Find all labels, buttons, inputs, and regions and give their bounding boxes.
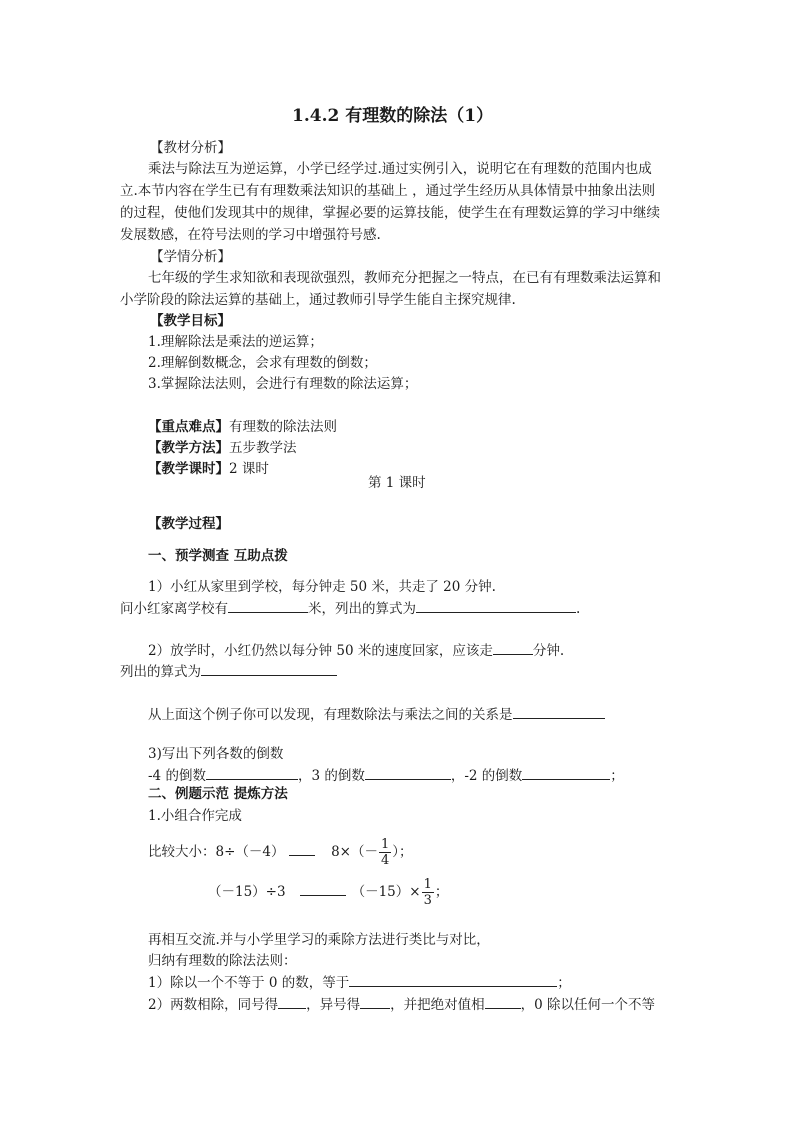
hours-text: 2 课时 bbox=[229, 461, 269, 477]
reciprocal-text-c: ，-2 的倒数 bbox=[450, 768, 523, 784]
reciprocal-text-b: ，3 的倒数 bbox=[297, 768, 365, 784]
question-2-text-c: 列出的算式为 bbox=[120, 664, 201, 680]
cooperation-line: 1.小组合作完成 bbox=[148, 808, 242, 824]
reciprocal-line bbox=[148, 765, 624, 786]
key-points-text: 有理数的除法法则 bbox=[229, 419, 337, 435]
hours-label: 【教学课时】 bbox=[148, 461, 229, 477]
question-2-text-b: 分钟. bbox=[532, 643, 565, 659]
question-1-blanks-line bbox=[120, 598, 580, 619]
rule-2-text-a: 2）两数相除，同号得 bbox=[148, 997, 279, 1013]
heading-teaching-goals: 【教学目标】 bbox=[150, 313, 231, 329]
reciprocal-blank-1[interactable] bbox=[206, 765, 298, 780]
minutes-answer-blank[interactable] bbox=[493, 640, 533, 655]
compare-1-end: ）； bbox=[392, 844, 413, 860]
hours-line bbox=[148, 459, 269, 479]
part2-title: 二、例题示范 提炼方法 bbox=[148, 786, 288, 802]
rule-1-end: ； bbox=[557, 975, 571, 991]
question-2-line bbox=[148, 640, 564, 661]
fraction-one-third bbox=[422, 877, 434, 908]
rule-2-blank-diff-sign[interactable] bbox=[360, 994, 390, 1009]
relation-line bbox=[148, 704, 605, 725]
relation-text: 从上面这个例子你可以发现，有理数除法与乘法之间的关系是 bbox=[148, 707, 513, 723]
rule-2-line bbox=[148, 994, 655, 1015]
question-1-text-b: 米，列出的算式为 bbox=[308, 601, 416, 617]
textbook-paragraph-line: 发展数感，在符号法则的学习中增强符号感. bbox=[120, 227, 381, 243]
goal-item: 1.理解除法是乘法的逆运算； bbox=[148, 334, 323, 350]
page-title: 1.4.2 有理数的除法（1） bbox=[292, 106, 494, 126]
key-points-label: 【重点难点】 bbox=[148, 419, 229, 435]
part1-title: 一、预学测查 互助点拨 bbox=[148, 548, 288, 564]
heading-teaching-process: 【教学过程】 bbox=[148, 516, 229, 532]
heading-student-analysis: 【学情分析】 bbox=[150, 249, 231, 265]
compare-2-right: （－15）× bbox=[351, 884, 421, 900]
key-points-line bbox=[148, 417, 337, 437]
method-line bbox=[148, 438, 297, 458]
fraction-numerator: 1 bbox=[381, 837, 390, 852]
compare-1-right: 8×（－ bbox=[331, 844, 378, 860]
reciprocal-text-a: -4 的倒数 bbox=[148, 768, 206, 784]
summarize-line: 归纳有理数的除法法则： bbox=[148, 953, 297, 969]
rule-2-text-c: ，并把绝对值相 bbox=[390, 997, 485, 1013]
method-label: 【教学方法】 bbox=[148, 440, 229, 456]
lesson-number: 第 1 课时 bbox=[368, 475, 426, 491]
compare-blank-1[interactable] bbox=[289, 841, 315, 856]
textbook-paragraph-line: 的过程，使他们发现其中的规律，掌握必要的运算技能，使学生在有理数运算的学习中继续 bbox=[120, 205, 660, 221]
method-text: 五步教学法 bbox=[229, 440, 297, 456]
textbook-paragraph-line: 乘法与除法互为逆运算，小学已经学过.通过实例引入，说明它在有理数的范围内也成 bbox=[148, 161, 652, 177]
rule-1-text: 1）除以一个不等于 0 的数，等于 bbox=[148, 975, 350, 991]
fraction-one-quarter bbox=[379, 837, 391, 868]
reciprocal-blank-3[interactable] bbox=[522, 765, 610, 780]
goal-item: 3.掌握除法法则，会进行有理数的除法运算； bbox=[148, 376, 418, 392]
exchange-line: 再相互交流.并与小学里学习的乘除方法进行类比与对比， bbox=[148, 932, 490, 948]
fraction-denominator: 3 bbox=[423, 893, 432, 908]
student-paragraph-line: 七年级的学生求知欲和表现欲强烈，教师充分把握之一特点，在已有有理数乘法运算和 bbox=[148, 270, 661, 286]
rule-2-blank-abs[interactable] bbox=[485, 994, 521, 1009]
goal-item: 2.理解倒数概念，会求有理数的倒数； bbox=[148, 355, 377, 371]
compare-line-1 bbox=[148, 833, 413, 871]
rule-1-line bbox=[148, 972, 571, 993]
reciprocal-blank-2[interactable] bbox=[365, 765, 451, 780]
compare-blank-2[interactable] bbox=[300, 881, 346, 896]
student-paragraph-line: 小学阶段的除法运算的基础上，通过教师引导学生能自主探究规律. bbox=[120, 292, 516, 308]
compare-line-2 bbox=[208, 873, 448, 911]
compare-2-left: （－15）÷3 bbox=[208, 884, 286, 900]
textbook-paragraph-line: 立.本节内容在学生已有有理数乘法知识的基础上 ，通过学生经历从具体情景中抽象出法则 bbox=[120, 183, 656, 199]
question-1-line: 1）小红从家里到学校，每分钟走 50 米，共走了 20 分钟. bbox=[148, 579, 496, 595]
rule-1-blank[interactable] bbox=[349, 972, 557, 987]
distance-answer-blank[interactable] bbox=[228, 598, 308, 613]
question-2-text-a: 2）放学时，小红仍然以每分钟 50 米的速度回家，应该走 bbox=[148, 643, 493, 659]
rule-2-text-b: ，异号得 bbox=[306, 997, 361, 1013]
compare-2-end: ； bbox=[434, 884, 449, 900]
reciprocal-text-end: ； bbox=[610, 768, 624, 784]
expression-answer-blank[interactable] bbox=[416, 598, 576, 613]
relation-answer-blank[interactable] bbox=[513, 704, 605, 719]
fraction-numerator: 1 bbox=[423, 877, 432, 892]
rule-2-blank-same-sign[interactable] bbox=[278, 994, 306, 1009]
question-1-text-c: . bbox=[576, 601, 581, 617]
question-2-expression-blank[interactable] bbox=[201, 661, 337, 676]
question-2-expression-line bbox=[120, 661, 337, 682]
rule-2-text-d: ，0 除以任何一个不等 bbox=[520, 997, 655, 1013]
compare-1-left: 比较大小：8÷（－4） bbox=[148, 844, 285, 860]
fraction-denominator: 4 bbox=[381, 853, 390, 868]
question-1-text-a: 问小红家离学校有 bbox=[120, 601, 228, 617]
heading-textbook-analysis: 【教材分析】 bbox=[150, 140, 231, 156]
question-3-line: 3)写出下列各数的倒数 bbox=[148, 746, 284, 762]
